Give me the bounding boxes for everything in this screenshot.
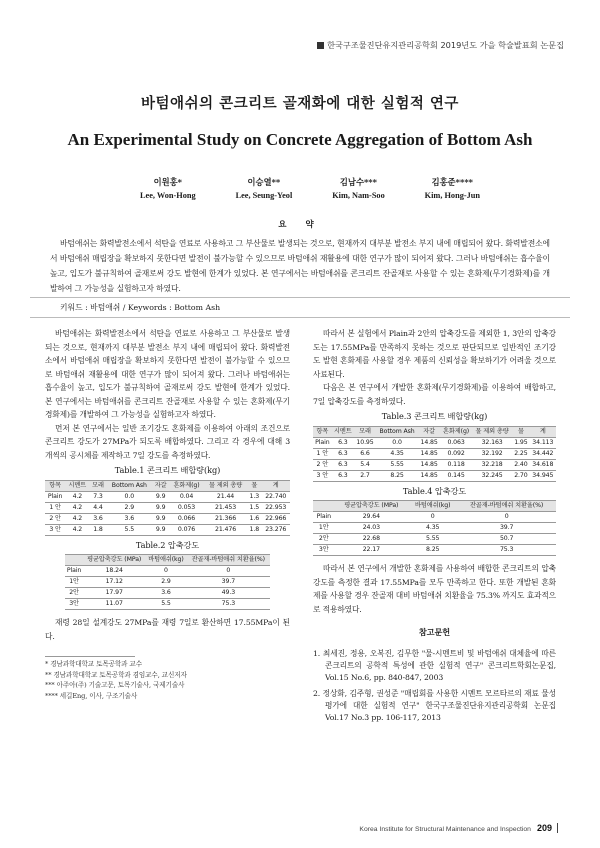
- table1-header-cell: 계: [261, 480, 290, 491]
- table2-cell: Plain: [65, 566, 83, 577]
- table3-cell: 10.95: [354, 437, 376, 448]
- table2-cell: 49.3: [187, 588, 270, 599]
- table3-cell: 2 안: [313, 459, 332, 470]
- table2-cell: 2안: [65, 588, 83, 599]
- table1-cell: 0.066: [169, 513, 204, 524]
- footnote: *** 아주아(주) 기술고문, 토목기술사, 국제기술사: [45, 681, 185, 689]
- table4-cell: 22.17: [335, 545, 409, 556]
- table1-cell: 22.953: [261, 502, 290, 513]
- table3-cell: 0.145: [440, 470, 472, 481]
- table1-cell: 2.9: [106, 502, 152, 513]
- body-paragraph: 따라서 본 실험에서 Plain과 2안의 압축강도를 제외한 1, 3안의 압축강도는 17.55MPa를 만족하지 못하는 것으로 판단되므로 일반적인 조기강도 발현 혼화제를 사용할 경우 제품의 신뢰성을 확보하기가 어려울 것으로 사료된다.: [313, 329, 556, 379]
- table4-cell: 0: [408, 512, 457, 523]
- table4-cell: 2안: [313, 534, 335, 545]
- table3-cell: 14.85: [418, 459, 440, 470]
- table4-cell: 50.7: [457, 534, 556, 545]
- table4-cell: 1안: [313, 523, 335, 534]
- table3-cell: 14.85: [418, 448, 440, 459]
- table2-cell: 17.12: [83, 577, 145, 588]
- abstract-text: 바텀애쉬는 화력발전소에서 석탄을 연료로 사용하고 그 부산물로 발생되는 것으로, 현재까지 대부분 발전소 부지 내에 매립되어 왔다. 화력발전소에서 바텀애쉬 매립장을 확보하지 못한다면 발전이 불가능할 수 있으므로 바텀애쉬 재활용에 대한 연구가 많이 되어져 왔다. 그러나 바텀애쉬는 흡수율이 높고, 입도가 불규칙하여 골재로써 강도 발현에 한계가 있었다. 본 연구에서는 바텀애쉬를 콘크리트 잔골재로 사용할 수 있는 혼화제(무기경화제)를 개발하여 그 가능성을 실험하고자 하였다.: [50, 239, 550, 293]
- page-footer: [359, 823, 558, 833]
- table3-header-cell: 혼화제(g): [440, 426, 472, 437]
- body-paragraph: 따라서 본 연구에서 개발한 혼화제를 사용하여 배합한 콘크리트의 압축강도를 측정한 결과 17.55MPa를 모두 만족하고 한다. 또한 개발된 혼화제를 사용할 경우 잔골재 대비 바텀애쉬 치환율을 75.3% 까지도 효과적으로 적용하였다.: [313, 564, 556, 614]
- table2-cell: 39.7: [187, 577, 270, 588]
- table4-header-cell: 평균압축강도 (MPa): [335, 501, 409, 512]
- table1-cell: 5.5: [106, 524, 152, 535]
- table3-header-cell: Bottom Ash: [376, 426, 418, 437]
- table2-cell: 2.9: [145, 577, 186, 588]
- table3-header-cell: 물 제외 총량: [472, 426, 512, 437]
- table-row: [45, 513, 290, 524]
- footnote: ** 경남과학대학교 토목공학과 겸임교수, 교신저자: [45, 670, 187, 679]
- table3-header-cell: 시멘트: [332, 426, 354, 437]
- table1-caption: Table.1 콘크리트 배합량(kg): [114, 465, 221, 475]
- body-paragraph: 바텀애쉬는 화력발전소에서 석탄을 연료로 사용하고 그 부산물로 발생되는 것으로, 현재까지 대부분 발전소 부지 내에 매립되어 왔다. 화력발전소에서 바텀애쉬 매립장을 확보하지 못한다면 발전이 불가능할 수 있으므로 바텀애쉬 재활용에 대한 연구가 많이 되어져 왔다. 그러나 바텀애쉬는 흡수율이 높고, 입도가 불규칙하여 골재로써 강도 발현에 한계가 있었다. 본 연구에서는 바텀애쉬를 콘크리트 잔골재로 사용할 수 있는 혼화제(무기경화제)를 개발하여 그 가능성을 실험하고자 하였다.: [45, 329, 290, 419]
- table2-cell: 1안: [65, 577, 83, 588]
- table2-cell: 75.3: [187, 599, 270, 610]
- table3-cell: 0.118: [440, 459, 472, 470]
- table4-cell: 39.7: [457, 523, 556, 534]
- table1-cell: 0.04: [169, 491, 204, 502]
- body-paragraph: 재령 28일 설계강도 27MPa를 재령 7일로 환산하면 17.55MPa이 된다.: [45, 618, 290, 641]
- table2-cell: 17.97: [83, 588, 145, 599]
- table2-header-cell: 바텀애쉬(kg): [145, 555, 186, 566]
- table1-cell: 1.8: [247, 524, 261, 535]
- table3-cell: 32.192: [472, 448, 512, 459]
- author-1: 이원홍* Lee, Won-Hong: [140, 177, 196, 200]
- running-header: [317, 40, 564, 51]
- table1-cell: 2 안: [45, 513, 65, 524]
- table-row: [313, 534, 556, 545]
- header-mark-icon: [317, 42, 324, 49]
- right-column: [313, 327, 556, 728]
- table3-cell: 32.163: [472, 437, 512, 448]
- table1-header-cell: Bottom Ash: [106, 480, 152, 491]
- table3-cell: 2.25: [512, 448, 530, 459]
- table3-cell: 2.7: [354, 470, 376, 481]
- table2-cell: 11.07: [83, 599, 145, 610]
- table1-cell: 1.5: [247, 502, 261, 513]
- references-heading: 참고문헌: [418, 627, 451, 637]
- table1-cell: 1.8: [89, 524, 106, 535]
- table4-header-cell: 바텀애쉬(kg): [408, 501, 457, 512]
- reference-item: 2. 정상화, 김주형, 권성준 "매립회를 사용한 시멘트 모르타르의 재료 물성 평가에 대한 실험적 연구" 한국구조물진단유지관리공학회 논문집 Vol.17 No.3 pp. 106-117, 2013: [313, 688, 556, 722]
- table3-header-cell: 모래: [354, 426, 376, 437]
- table3-cell: 2.40: [512, 459, 530, 470]
- table1-cell: 9.9: [152, 502, 169, 513]
- table1-header-cell: 모래: [89, 480, 106, 491]
- table-row: [45, 491, 290, 502]
- table3-cell: 0.092: [440, 448, 472, 459]
- author-3: 김남수*** Kim, Nam-Soo: [332, 177, 385, 200]
- table3-cell: 34.113: [530, 437, 556, 448]
- table3-caption: Table.3 콘크리트 배합량(kg): [381, 411, 488, 421]
- page-number: 209: [536, 823, 552, 833]
- table4-cell: 3안: [313, 545, 335, 556]
- table-row: [313, 512, 556, 523]
- table3-cell: 5.4: [354, 459, 376, 470]
- body-paragraph: 다음은 본 연구에서 개발한 혼화제(무기경화제)를 이용하여 배합하고, 7일 압축강도를 측정하였다.: [313, 383, 556, 406]
- table4-cell: 75.3: [457, 545, 556, 556]
- table1: [45, 480, 290, 536]
- table1-header-cell: 혼화제(g): [169, 480, 204, 491]
- table1-cell: 1.3: [247, 491, 261, 502]
- table1-cell: 21.453: [204, 502, 247, 513]
- abstract-heading: 요 약: [278, 220, 322, 230]
- table2-header-cell: 잔골재-바텀애쉬 치환율(%): [187, 555, 270, 566]
- table-row: [65, 588, 270, 599]
- table3-cell: 34.945: [530, 470, 556, 481]
- table1-cell: 4.2: [65, 491, 89, 502]
- table3-cell: 32.218: [472, 459, 512, 470]
- table-row: [313, 545, 556, 556]
- table4-cell: Plain: [313, 512, 335, 523]
- table-row: [45, 502, 290, 513]
- table2-cell: 0: [187, 566, 270, 577]
- reference-item: 1. 최세진, 정용, 오복진, 김무한 "물-시멘트비 및 바텀애쉬 대체율에 따른 콘크리트의 공학적 특성에 관한 실험적 연구" 콘크리트학회논문집, Vol.15 No.6, pp. 840-847, 2003: [313, 648, 556, 682]
- table2-cell: 3안: [65, 599, 83, 610]
- table2-cell: 18.24: [83, 566, 145, 577]
- table3-cell: 6.3: [332, 437, 354, 448]
- table1-cell: 22.966: [261, 513, 290, 524]
- table1-cell: 9.9: [152, 513, 169, 524]
- table3-cell: 5.55: [376, 459, 418, 470]
- table3-cell: 3 안: [313, 470, 332, 481]
- table1-cell: 4.2: [65, 524, 89, 535]
- table1-cell: 9.9: [152, 524, 169, 535]
- table3-cell: 34.442: [530, 448, 556, 459]
- table-row: [313, 448, 556, 459]
- table3-cell: 6.3: [332, 459, 354, 470]
- table4-cell: 5.55: [408, 534, 457, 545]
- table4-header-cell: [313, 501, 335, 512]
- table3-cell: 0.063: [440, 437, 472, 448]
- table2-cell: 0: [145, 566, 186, 577]
- table-row: [65, 599, 270, 610]
- table3-cell: 6.3: [332, 448, 354, 459]
- table3-header-cell: 자갈: [418, 426, 440, 437]
- table2: [65, 554, 270, 610]
- table1-header-cell: 물 제외 총량: [204, 480, 247, 491]
- table1-header-cell: 시멘트: [65, 480, 89, 491]
- table1-cell: 4.4: [89, 502, 106, 513]
- table1-cell: 3.6: [106, 513, 152, 524]
- table-row: [45, 524, 290, 535]
- body-paragraph: 먼저 본 연구에서는 일반 조기강도 혼화제를 이용하여 아래의 조건으로 콘크리트 강도가 27MPa가 되도록 배합하였다. 그리고 각 경우에 대해 3개씩의 공시체를 제작하고 7일 강도를 측정하였다.: [45, 423, 290, 460]
- table4-caption: Table.4 압축강도: [402, 485, 467, 496]
- table1-cell: 4.2: [65, 513, 89, 524]
- table3-header-cell: 계: [530, 426, 556, 437]
- table-row: [313, 523, 556, 534]
- table1-cell: 4.2: [65, 502, 89, 513]
- table3-cell: 32.245: [472, 470, 512, 481]
- table2-cell: 3.6: [145, 588, 186, 599]
- table3-cell: 0.0: [376, 437, 418, 448]
- footnotes: [45, 659, 290, 701]
- table-row: [313, 437, 556, 448]
- table-row: [313, 459, 556, 470]
- table3-header-cell: 항목: [313, 426, 332, 437]
- table1-cell: 0.053: [169, 502, 204, 513]
- table1-cell: 3.6: [89, 513, 106, 524]
- table1-cell: 1 안: [45, 502, 65, 513]
- footnote-divider: [45, 656, 135, 657]
- table4-cell: 8.25: [408, 545, 457, 556]
- table3-cell: 34.618: [530, 459, 556, 470]
- table4-cell: 29.64: [335, 512, 409, 523]
- table1-cell: 3 안: [45, 524, 65, 535]
- table3-cell: 14.85: [418, 437, 440, 448]
- table3-cell: Plain: [313, 437, 332, 448]
- keywords: 키워드 : 바텀애쉬 / Keywords : Bottom Ash: [30, 297, 570, 318]
- table4-cell: 4.35: [408, 523, 457, 534]
- table3-header-cell: 물: [512, 426, 530, 437]
- table1-header-cell: 자갈: [152, 480, 169, 491]
- table1-cell: 22.740: [261, 491, 290, 502]
- table1-cell: 0.076: [169, 524, 204, 535]
- author-list: [140, 176, 480, 200]
- table4: [313, 500, 556, 556]
- footnote: * 경남과학대학교 토목공학과 교수: [45, 660, 142, 668]
- footer-text: Korea Institute for Structural Maintenance and Inspection: [359, 826, 531, 833]
- table1-header-cell: 물: [247, 480, 261, 491]
- table2-header-cell: 평균압축강도 (MPa): [83, 555, 145, 566]
- table1-cell: 21.366: [204, 513, 247, 524]
- table1-cell: 21.44: [204, 491, 247, 502]
- table4-header-cell: 잔골재-바텀애쉬 치환율(%): [457, 501, 556, 512]
- author-2: 이승열** Lee, Seung-Yeol: [235, 177, 293, 200]
- table3-cell: 6.3: [332, 470, 354, 481]
- table-row: [65, 566, 270, 577]
- title-english: An Experimental Study on Concrete Aggregation of Bottom Ash: [67, 130, 533, 149]
- table3-cell: 1 안: [313, 448, 332, 459]
- table-row: [313, 470, 556, 481]
- table1-cell: 0.0: [106, 491, 152, 502]
- table2-header-cell: [65, 555, 83, 566]
- title-korean: 바텀애쉬의 콘크리트 골재화에 대한 실험적 연구: [141, 96, 459, 112]
- table4-cell: 22.68: [335, 534, 409, 545]
- table1-header-cell: 항목: [45, 480, 65, 491]
- table2-caption: Table.2 압축강도: [135, 539, 200, 550]
- table4-cell: 0: [457, 512, 556, 523]
- footer-bar: [557, 823, 558, 833]
- table1-cell: 21.476: [204, 524, 247, 535]
- footnote: **** 세길Eng, 이사, 구조기술사: [45, 691, 138, 700]
- table1-cell: 1.6: [247, 513, 261, 524]
- table1-cell: 9.9: [152, 491, 169, 502]
- table3-cell: 6.6: [354, 448, 376, 459]
- table3-cell: 14.85: [418, 470, 440, 481]
- table-row: [65, 577, 270, 588]
- left-column: [45, 327, 290, 701]
- table1-cell: Plain: [45, 491, 65, 502]
- table3-cell: 4.35: [376, 448, 418, 459]
- author-4: 김홍준**** Kim, Hong-Jun: [424, 177, 480, 200]
- table1-cell: 7.3: [89, 491, 106, 502]
- table3-cell: 8.25: [376, 470, 418, 481]
- reference-list: [313, 648, 556, 724]
- header-text: 한국구조물진단유지관리공학회 2019년도 가을 학술발표회 논문집: [327, 40, 564, 50]
- table3-cell: 1.95: [512, 437, 530, 448]
- table3-cell: 2.70: [512, 470, 530, 481]
- table1-cell: 23.276: [261, 524, 290, 535]
- table2-cell: 5.5: [145, 599, 186, 610]
- table4-cell: 24.03: [335, 523, 409, 534]
- table3: [313, 426, 556, 482]
